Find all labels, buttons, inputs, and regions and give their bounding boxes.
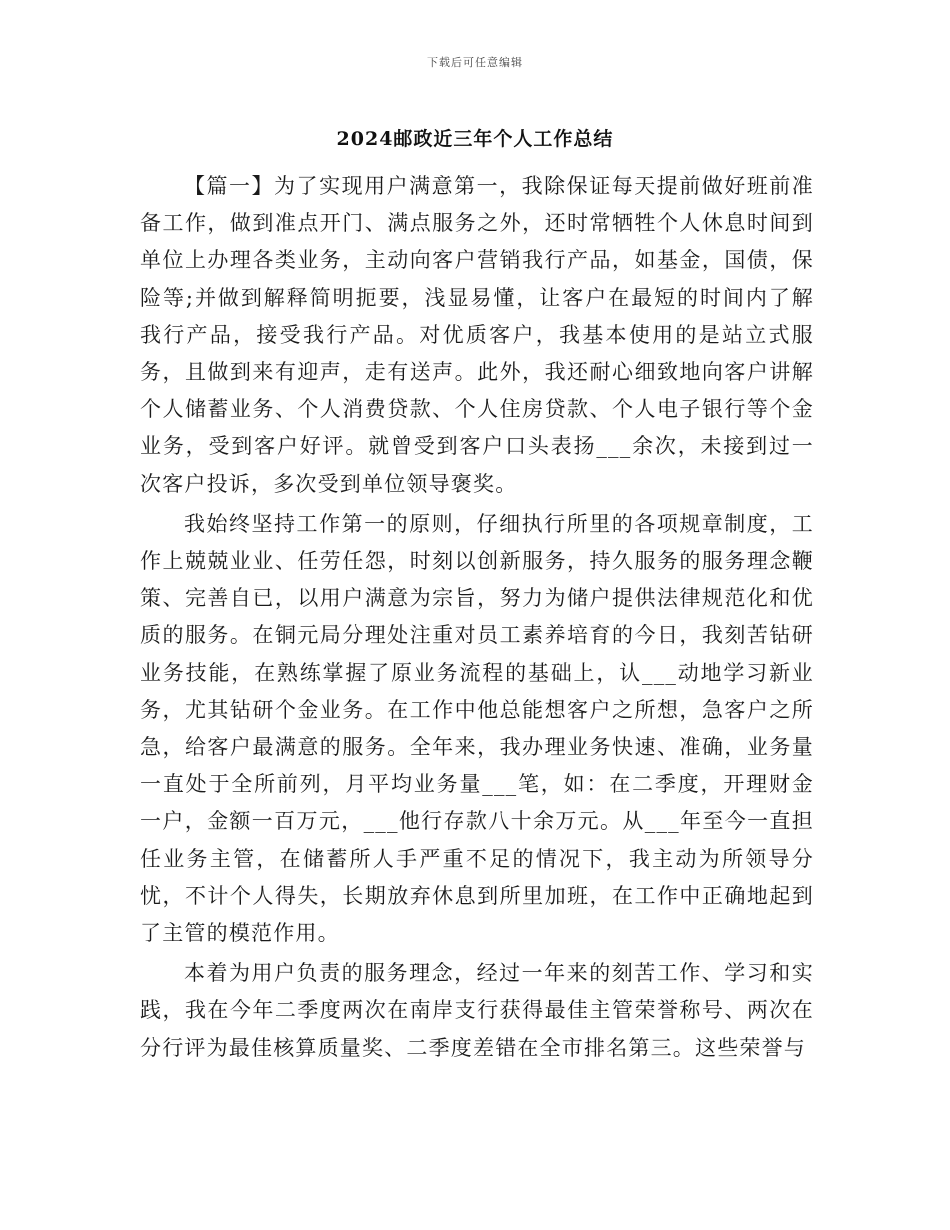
document-title: 2024邮政近三年个人工作总结	[336, 128, 614, 150]
header-note: 下载后可任意编辑	[427, 56, 523, 69]
paragraph-1: 【篇一】为了实现用户满意第一，我除保证每天提前做好班前准备工作，做到准点开门、满点服务之外，还时常牺牲个人休息时间到单位上办理各类业务，主动向客户营销我行产品，如基金，国债，保险等;并做到解释简明扼要，浅显易懂，让客户在最短的时间内了解我行产品，接受我行产品。对优质客户，我基本使用的是站立式服务，且做到来有迎声，走有送声。此外，我还耐心细致地向客户讲解个人储蓄业务、个人消费贷款、个人住房贷款、个人电子银行等个金业务，受到客户好评。就曾受到客户口头表扬___余次，未接到过一次客户投诉，多次受到单位领导褒奖。	[140, 174, 814, 496]
paragraph-3: 本着为用户负责的服务理念，经过一年来的刻苦工作、学习和实践，我在今年二季度两次在南岸支行获得最佳主管荣誉称号、两次在分行评为最佳核算质量奖、二季度差错在全市排名第三。这些荣誉与	[140, 961, 814, 1060]
document-body	[140, 168, 814, 1070]
paragraph-2: 我始终坚持工作第一的原则，仔细执行所里的各项规章制度，工作上兢兢业业、任劳任怨，时刻以创新服务，持久服务的服务理念鞭策、完善自已，以用户满意为宗旨，努力为储户提供法律规范化和优质的服务。在铜元局分理处注重对员工素养培育的今日，我刻苦钻研业务技能，在熟练掌握了原业务流程的基础上，认___动地学习新业务，尤其钻研个金业务。在工作中他总能想客户之所想，急客户之所急，给客户最满意的服务。全年来，我办理业务快速、准确，业务量一直处于全所前列，月平均业务量___笔，如：在二季度，开理财金一户，金额一百万元，___他行存款八十余万元。从___年至今一直担任业务主管，在储蓄所人手严重不足的情况下，我主动为所领导分忧，不计个人得失，长期放弃休息到所里加班，在工作中正确地起到了主管的模范作用。	[140, 511, 814, 946]
